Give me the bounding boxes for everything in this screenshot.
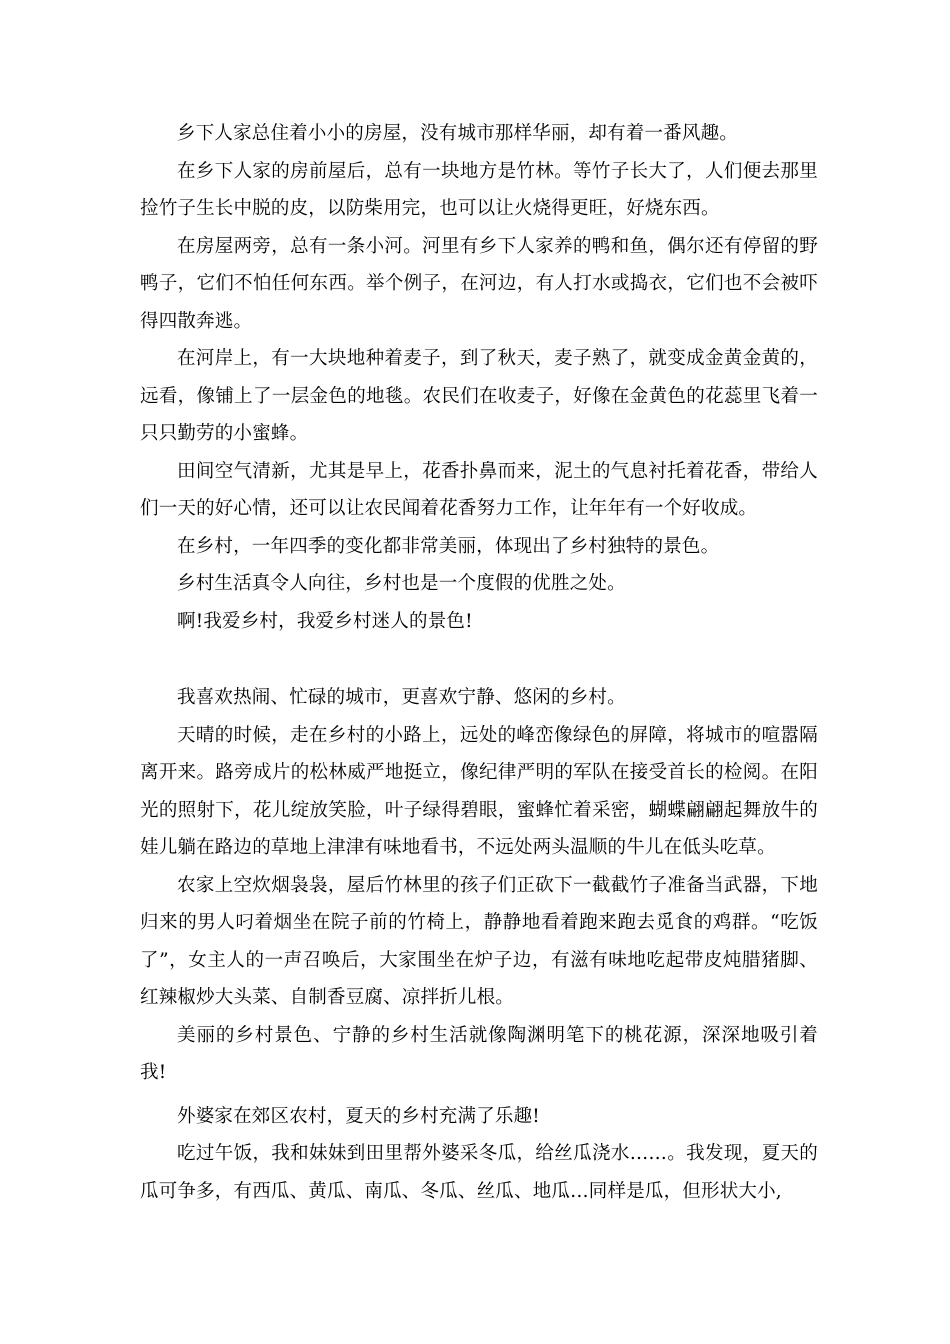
paragraph: 乡村生活真令人向往，乡村也是一个度假的优胜之处。 xyxy=(177,573,626,594)
paragraph: 在房屋两旁，总有一条小河。河里有乡下人家养的鸭和鱼，偶尔还有停留的野鸭子，它们不怕任何东西。举个例子，在河边，有人打水或捣衣，它们也不会被吓得四散奔逃。 xyxy=(140,235,818,332)
document-page xyxy=(140,115,818,1210)
paragraph: 天晴的时候，走在乡村的小路上，远处的峰峦像绿色的屏障，将城市的喧嚣隔离开来。路旁成片的松林威严地挺立，像纪律严明的军队在接受首长的检阅。在阳光的照射下，花儿绽放笑脸，叶子绿得碧眼，蜜蜂忙着采密，蝴蝶翩翩起舞放牛的娃儿躺在路边的草地上津津有味地看书，不远处两头温顺的牛儿在低头吃草。 xyxy=(140,724,818,858)
essay-2 xyxy=(140,679,818,1092)
paragraph: 啊!我爱乡村，我爱乡村迷人的景色! xyxy=(177,610,473,632)
paragraph: 在乡村，一年四季的变化都非常美丽，体现出了乡村独特的景色。 xyxy=(177,535,720,557)
paragraph: 乡下人家总住着小小的房屋，没有城市那样华丽，却有着一番风趣。 xyxy=(177,123,739,144)
paragraph: 美丽的乡村景色、宁静的乡村生活就像陶渊明笔下的桃花源，深深地吸引着我! xyxy=(140,1024,818,1083)
paragraph: 我喜欢热闹、忙碌的城市，更喜欢宁静、悠闲的乡村。 xyxy=(177,687,626,708)
paragraph: 吃过午饭，我和妹妹到田里帮外婆采冬瓜，给丝瓜浇水……。我发现，夏天的瓜可争多，有西瓜、黄瓜、南瓜、冬瓜、丝瓜、地瓜…同样是瓜，但形状大小, xyxy=(140,1143,818,1202)
paragraph: 在河岸上，有一大块地种着麦子，到了秋天，麦子熟了，就变成金黄金黄的，远看，像铺上了一层金色的地毯。农民们在收麦子，好像在金黄色的花蕊里飞着一只只勤劳的小蜜蜂。 xyxy=(140,348,818,444)
paragraph: 农家上空炊烟袅袅，屋后竹林里的孩子们正砍下一截截竹子准备当武器，下地归来的男人叼着烟坐在院子前的竹椅上，静静地看着跑来跑去觅食的鸡群。“吃饭了”，女主人的一声召唤后，大家围坐在炉子边，有滋有味地吃起带皮炖腊猪脚、红辣椒炒大头菜、自制香豆腐、凉拌折儿根。 xyxy=(140,874,818,1008)
essay-1 xyxy=(140,115,818,640)
paragraph: 田间空气清新，尤其是早上，花香扑鼻而来，泥土的气息衬托着花香，带给人们一天的好心情，还可以让农民闻着花香努力工作，让年年有一个好收成。 xyxy=(140,460,818,519)
paragraph: 外婆家在郊区农村，夏天的乡村充满了乐趣! xyxy=(177,1105,540,1127)
essay-3 xyxy=(140,1098,818,1211)
paragraph: 在乡下人家的房前屋后，总有一块地方是竹林。等竹子长大了，人们便去那里捡竹子生长中脱的皮，以防柴用完，也可以让火烧得更旺，好烧东西。 xyxy=(140,160,818,219)
